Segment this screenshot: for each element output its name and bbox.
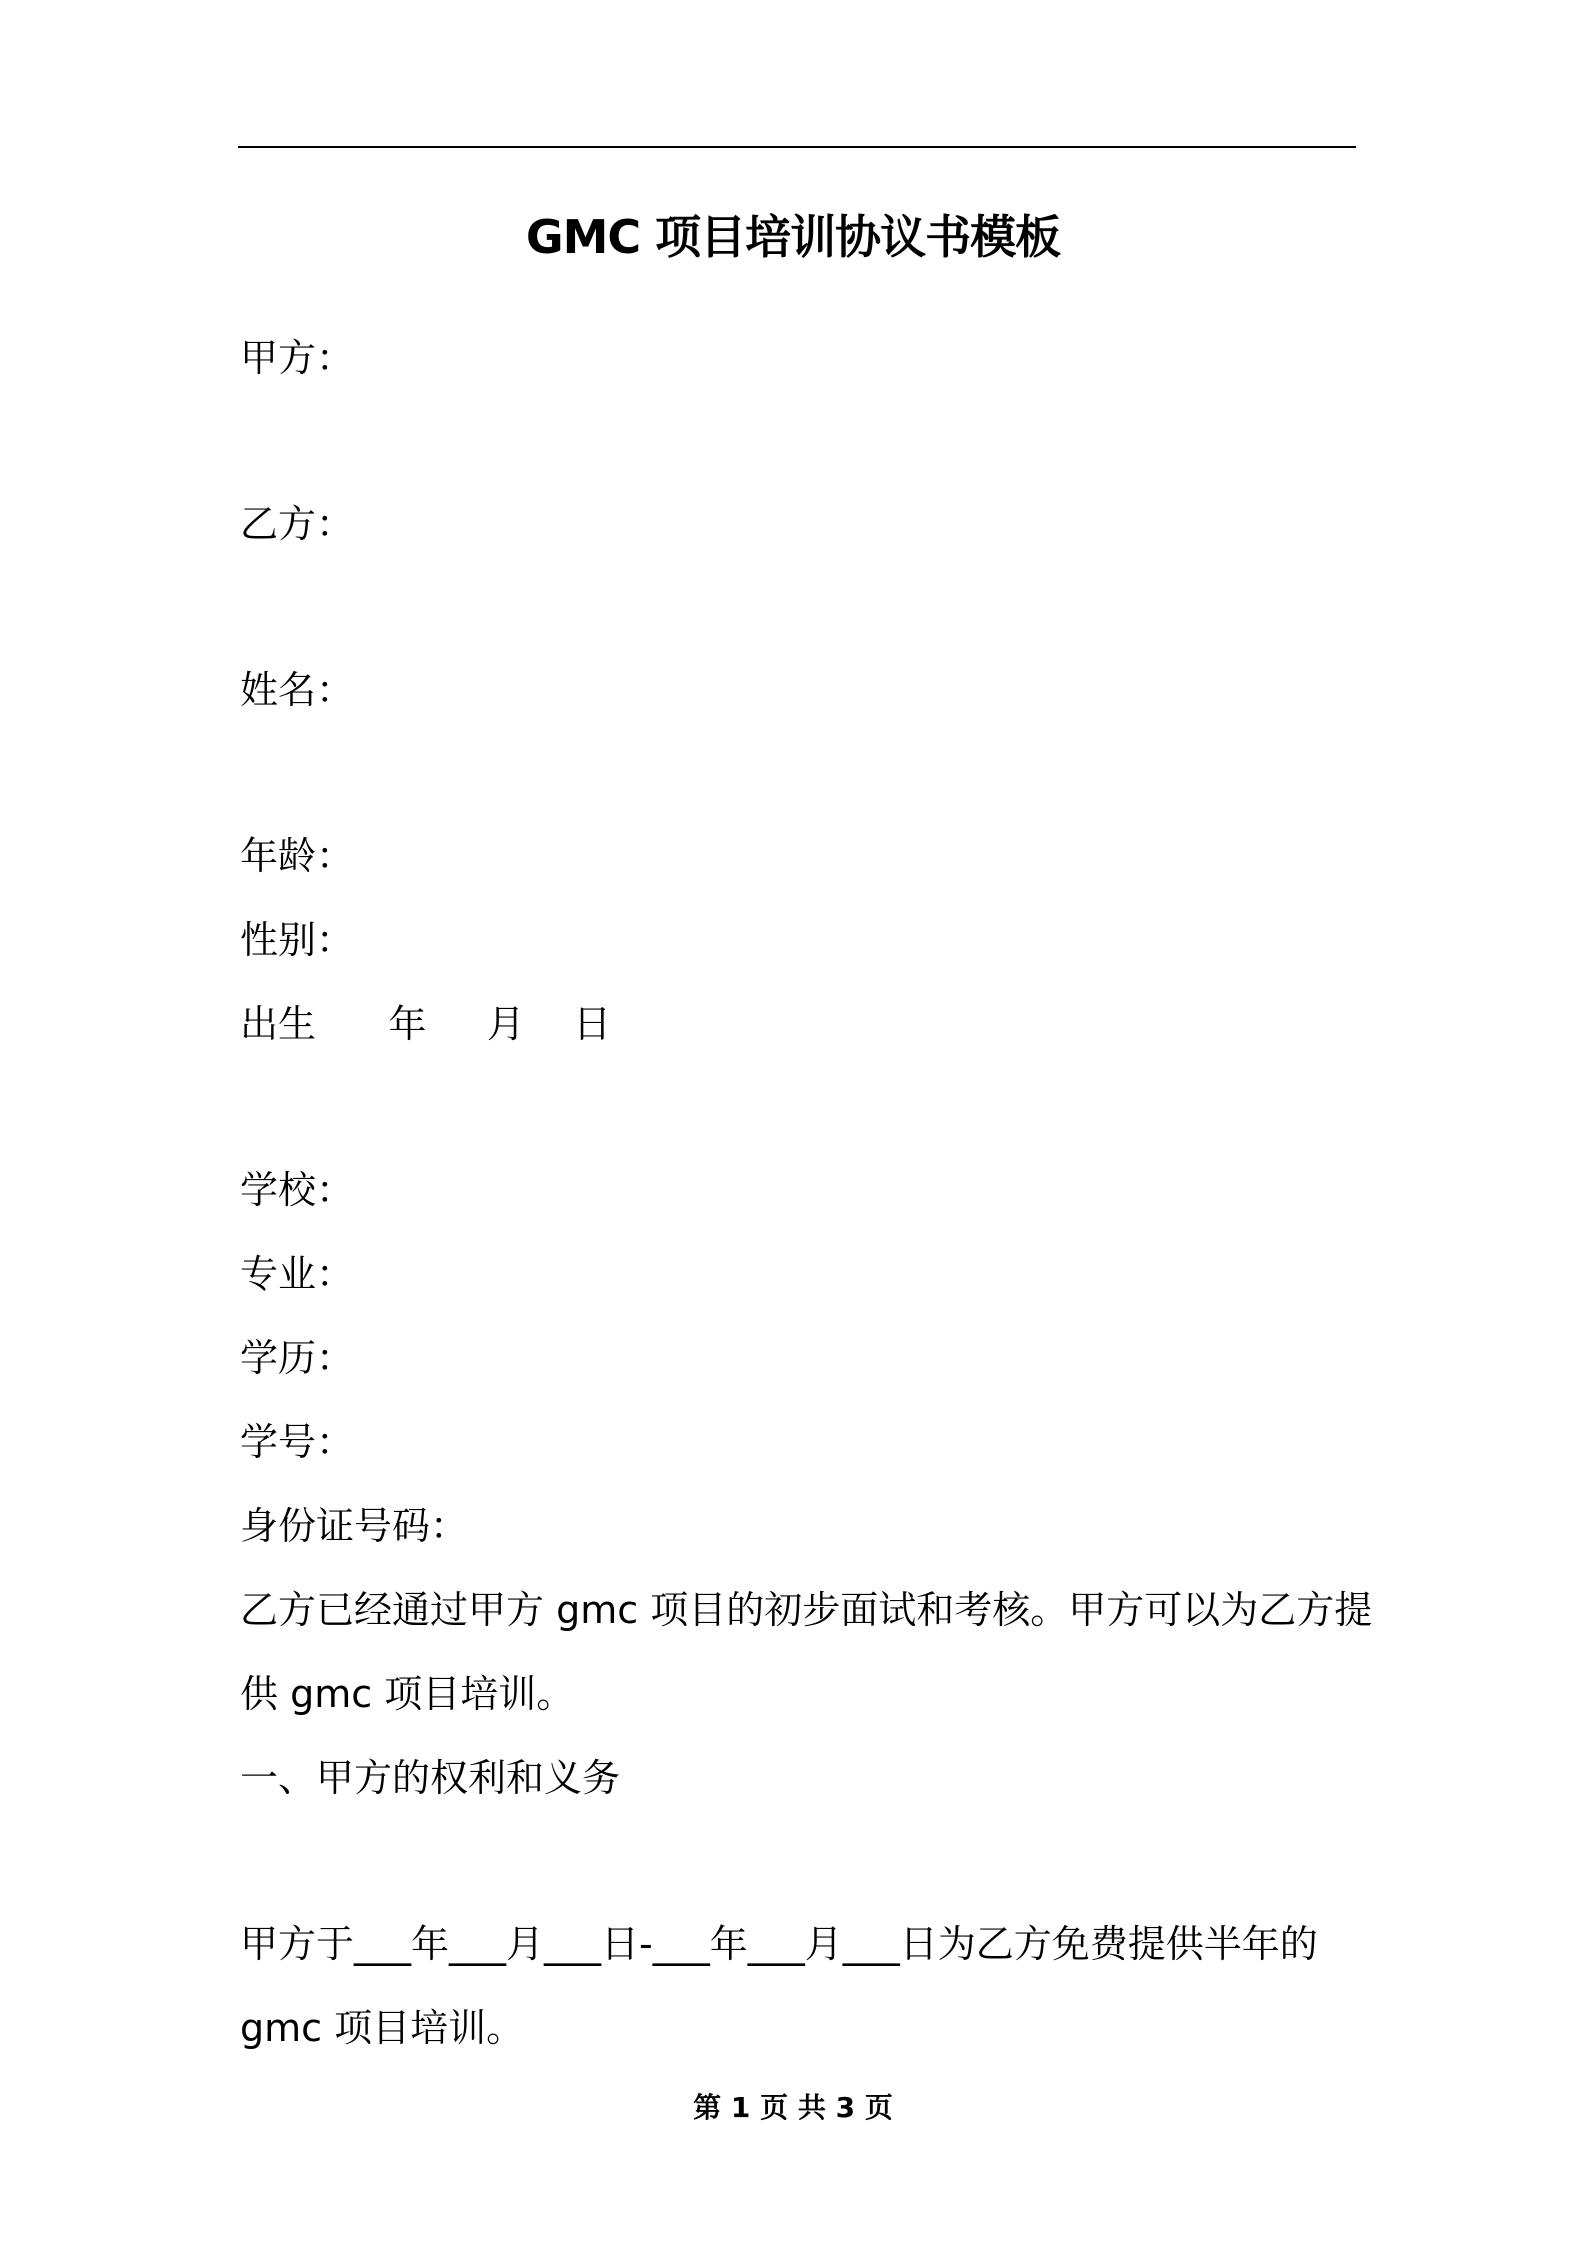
gender-field: 性别： bbox=[240, 918, 355, 962]
page-footer: 第 1 页 共 3 页 bbox=[693, 2091, 893, 2124]
party-a-field: 甲方： bbox=[240, 336, 355, 380]
section-heading-1: 一、甲方的权利和义务 bbox=[240, 1756, 621, 1800]
school-field: 学校： bbox=[240, 1168, 355, 1212]
clause-paragraph-line-2: gmc 项目培训。 bbox=[240, 2006, 525, 2050]
party-b-field: 乙方： bbox=[240, 502, 355, 546]
student-id-field: 学号： bbox=[240, 1420, 355, 1464]
header-rule bbox=[238, 146, 1356, 148]
id-number-field: 身份证号码： bbox=[240, 1504, 469, 1548]
intro-paragraph-line-1: 乙方已经通过甲方 gmc 项目的初步面试和考核。甲方可以为乙方提 bbox=[240, 1588, 1373, 1632]
major-field: 专业： bbox=[240, 1252, 355, 1296]
intro-paragraph-line-2: 供 gmc 项目培训。 bbox=[240, 1672, 575, 1716]
education-field: 学历： bbox=[240, 1336, 355, 1380]
name-field: 姓名： bbox=[240, 668, 355, 712]
document-title: GMC 项目培训协议书模板 bbox=[525, 210, 1061, 264]
age-field: 年龄： bbox=[240, 834, 355, 878]
birth-date-field: 出生 年 月 日 bbox=[240, 1002, 612, 1046]
clause-paragraph-line-1: 甲方于___年___月___日-___年___月___日为乙方免费提供半年的 bbox=[240, 1922, 1318, 1966]
